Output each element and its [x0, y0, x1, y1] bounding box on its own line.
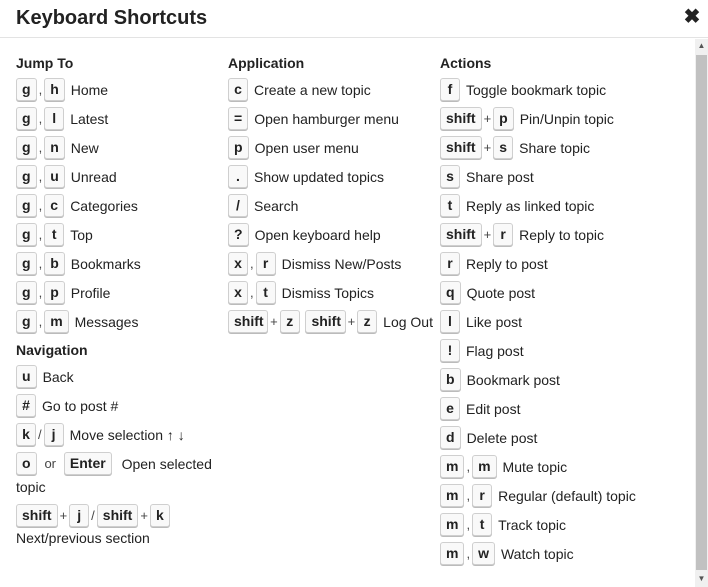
- key-m: m: [440, 484, 464, 507]
- key-g: g: [16, 194, 37, 217]
- key-separator: ,: [38, 169, 43, 184]
- vertical-scrollbar[interactable]: [695, 39, 708, 587]
- key-separator: ,: [38, 285, 43, 300]
- shortcut-label: Toggle bookmark topic: [466, 81, 607, 98]
- shortcut-label: Latest: [70, 110, 109, 127]
- key-x: x: [228, 281, 248, 304]
- key-separator: +: [59, 507, 68, 523]
- dialog-header: [0, 0, 708, 38]
- key-symbol: =: [228, 107, 248, 130]
- key-g: g: [16, 107, 37, 130]
- shortcut-bookmark-post: [440, 365, 690, 394]
- shortcut-label: Categories: [70, 197, 138, 214]
- shortcut-messages: [16, 307, 221, 336]
- shortcut-label: Back: [42, 368, 74, 385]
- shortcut-dismiss-new: [228, 249, 433, 278]
- shortcut-back: [16, 362, 221, 391]
- shortcut-label: Move selection ↑ ↓: [69, 426, 185, 443]
- key-l: l: [440, 310, 460, 333]
- key-z: z: [280, 310, 300, 333]
- key-r: r: [493, 223, 513, 246]
- shortcut-categories: [16, 191, 221, 220]
- jump-to-column: [16, 51, 221, 549]
- shortcut-label: Bookmark post: [466, 371, 560, 388]
- key-separator: +: [140, 507, 148, 523]
- key-w: w: [472, 542, 495, 565]
- shortcut-latest: [16, 104, 221, 133]
- shortcut-label: Edit post: [466, 400, 521, 417]
- close-icon[interactable]: ✖: [683, 6, 701, 28]
- key-x: x: [228, 252, 248, 275]
- shortcut-home: [16, 75, 221, 104]
- shortcut-next-previous-section: [16, 498, 221, 549]
- key-g: g: [16, 310, 37, 333]
- key-separator: ,: [38, 82, 43, 97]
- key-e: e: [440, 397, 460, 420]
- shortcut-unread: [16, 162, 221, 191]
- shortcut-label: Reply as linked topic: [466, 197, 595, 214]
- shortcut-open-keyboard-help: [228, 220, 433, 249]
- shortcut-profile: [16, 278, 221, 307]
- jump-to-heading: Jump To: [16, 55, 74, 71]
- shortcut-regular-default-topic: [440, 481, 690, 510]
- key-separator: ,: [250, 256, 254, 271]
- shortcut-go-to-post: [16, 391, 221, 420]
- key-b: b: [44, 252, 65, 275]
- shortcut-log-out: [228, 307, 433, 336]
- key-separator: /: [91, 507, 95, 523]
- shortcut-label: Open hamburger menu: [254, 110, 399, 127]
- key-j: j: [44, 423, 64, 446]
- actions-heading: Actions: [440, 55, 492, 71]
- dialog-title: Keyboard Shortcuts: [16, 7, 208, 29]
- key-t: t: [440, 194, 460, 217]
- shortcut-label: Share post: [466, 168, 534, 185]
- application-heading: Application: [228, 55, 305, 71]
- shortcut-bookmarks: [16, 249, 221, 278]
- key-shift: shift: [16, 504, 58, 527]
- shortcut-like-post: [440, 307, 690, 336]
- key-p: p: [228, 136, 249, 159]
- key-u: u: [16, 365, 37, 388]
- shortcut-label: Show updated topics: [254, 168, 384, 185]
- shortcut-label: Share topic: [519, 139, 590, 156]
- key-shift: shift: [440, 136, 482, 159]
- shortcut-label: Watch topic: [500, 545, 574, 562]
- key-separator: +: [270, 314, 278, 329]
- application-column: [228, 51, 433, 336]
- shortcut-label: Pin/Unpin topic: [519, 110, 614, 127]
- key-l: l: [44, 107, 64, 130]
- key-symbol: ?: [228, 223, 249, 246]
- shortcut-pin-unpin-topic: [440, 104, 690, 133]
- shortcut-label: Log Out: [383, 313, 433, 330]
- shortcut-new: [16, 133, 221, 162]
- key-b: b: [440, 368, 461, 391]
- key-k: k: [16, 423, 36, 446]
- key-hash: #: [16, 394, 36, 417]
- shortcut-delete-post: [440, 423, 690, 452]
- shortcut-dismiss-topics: [228, 278, 433, 307]
- key-g: g: [16, 165, 37, 188]
- scroll-down-arrow-icon[interactable]: ▼: [697, 574, 706, 583]
- key-h: h: [44, 78, 65, 101]
- shortcut-label: Like post: [466, 313, 523, 330]
- shortcut-label: Open keyboard help: [254, 226, 381, 243]
- scrollbar-thumb[interactable]: [696, 55, 707, 570]
- key-p: p: [493, 107, 514, 130]
- shortcut-label: Messages: [74, 313, 139, 330]
- shortcut-label: Open user menu: [254, 139, 359, 156]
- key-s: s: [493, 136, 513, 159]
- key-r: r: [472, 484, 492, 507]
- key-shift: shift: [228, 310, 268, 333]
- shortcut-share-post: [440, 162, 690, 191]
- key-separator: ,: [250, 285, 254, 300]
- key-f: f: [440, 78, 460, 101]
- shortcut-label: Top: [70, 226, 93, 243]
- shortcut-label: Create a new topic: [254, 81, 371, 98]
- key-m: m: [440, 542, 464, 565]
- shortcut-label: New: [70, 139, 99, 156]
- key-separator: +: [483, 227, 492, 242]
- key-t: t: [472, 513, 492, 536]
- shortcut-label: Profile: [70, 284, 111, 301]
- navigation-heading: Navigation: [16, 342, 88, 358]
- key-c: c: [44, 194, 64, 217]
- shortcut-share-topic: [440, 133, 690, 162]
- shortcut-flag-post: [440, 336, 690, 365]
- key-m: m: [440, 513, 464, 536]
- actions-column: [440, 51, 690, 568]
- shortcut-label: Regular (default) topic: [498, 487, 636, 504]
- key-separator: /: [38, 427, 42, 442]
- key-r: r: [256, 252, 276, 275]
- key-g: g: [16, 223, 37, 246]
- key-c: c: [228, 78, 248, 101]
- key-g: g: [16, 78, 37, 101]
- key-n: n: [44, 136, 65, 159]
- shortcut-label: Unread: [70, 168, 117, 185]
- key-o: o: [16, 452, 37, 475]
- shortcut-reply-to-topic: [440, 220, 690, 249]
- shortcut-watch-topic: [440, 539, 690, 568]
- shortcut-move-selection: [16, 420, 221, 449]
- shortcut-label: Dismiss New/Posts: [281, 255, 402, 272]
- key-m: m: [440, 455, 464, 478]
- key-separator: or: [44, 456, 57, 471]
- shortcut-reply-as-linked-topic: [440, 191, 690, 220]
- key-p: p: [44, 281, 65, 304]
- key-separator: +: [483, 111, 492, 126]
- key-symbol: /: [228, 194, 248, 217]
- key-separator: ,: [38, 111, 43, 126]
- key-g: g: [16, 136, 37, 159]
- key-symbol: .: [228, 165, 248, 188]
- shortcut-label: Quote post: [466, 284, 536, 301]
- key-separator: ,: [466, 488, 471, 503]
- shortcut-reply-to-post: [440, 249, 690, 278]
- scroll-up-arrow-icon[interactable]: ▲: [697, 41, 706, 50]
- shortcut-label: Delete post: [466, 429, 538, 446]
- key-t: t: [44, 223, 64, 246]
- key-symbol: !: [440, 339, 460, 362]
- shortcut-label: Track topic: [498, 516, 567, 533]
- shortcut-label: Dismiss Topics: [281, 284, 374, 301]
- key-shift: shift: [440, 107, 482, 130]
- shortcut-edit-post: [440, 394, 690, 423]
- application-list: [228, 75, 433, 249]
- key-separator: ,: [38, 256, 43, 271]
- actions-list: [440, 75, 690, 568]
- shortcut-label: Reply to post: [466, 255, 548, 272]
- shortcut-label: Open selected topic: [16, 455, 212, 495]
- shortcut-label: Next/previous section: [16, 529, 150, 546]
- shortcut-open-user-menu: [228, 133, 433, 162]
- key-shift: shift: [97, 504, 139, 527]
- key-separator: +: [483, 140, 492, 155]
- key-separator: ,: [466, 459, 471, 474]
- shortcut-track-topic: [440, 510, 690, 539]
- key-separator: ,: [38, 227, 43, 242]
- key-shift: shift: [440, 223, 482, 246]
- shortcut-quote-post: [440, 278, 690, 307]
- shortcut-label: Bookmarks: [70, 255, 141, 272]
- shortcut-open-hamburger-menu: [228, 104, 433, 133]
- shortcut-show-updated-topics: [228, 162, 433, 191]
- key-separator: ,: [38, 314, 43, 329]
- key-m: m: [44, 310, 68, 333]
- key-shift: shift: [305, 310, 345, 333]
- key-g: g: [16, 252, 37, 275]
- shortcut-label: Flag post: [466, 342, 524, 359]
- shortcut-label: Search: [254, 197, 299, 214]
- key-d: d: [440, 426, 461, 449]
- key-z: z: [357, 310, 377, 333]
- key-r: r: [440, 252, 460, 275]
- key-k: k: [150, 504, 170, 527]
- key-separator: ,: [38, 140, 43, 155]
- key-m: m: [472, 455, 496, 478]
- shortcut-label: Go to post #: [42, 397, 119, 414]
- key-j: j: [69, 504, 89, 527]
- key-t: t: [256, 281, 276, 304]
- shortcut-mute-topic: [440, 452, 690, 481]
- key-g: g: [16, 281, 37, 304]
- key-separator: ,: [38, 198, 43, 213]
- shortcut-create-a-new-topic: [228, 75, 433, 104]
- key-separator: ,: [466, 546, 471, 561]
- shortcut-search: [228, 191, 433, 220]
- key-u: u: [44, 165, 65, 188]
- shortcut-toggle-bookmark-topic: [440, 75, 690, 104]
- key-q: q: [440, 281, 461, 304]
- key-enter: Enter: [64, 452, 112, 475]
- key-separator: ,: [466, 517, 471, 532]
- shortcut-label: Home: [70, 81, 109, 98]
- shortcut-open-selected: [16, 449, 221, 498]
- shortcut-label: Reply to topic: [519, 226, 604, 243]
- shortcut-top: [16, 220, 221, 249]
- key-s: s: [440, 165, 460, 188]
- shortcut-label: Mute topic: [502, 458, 568, 475]
- key-separator: +: [347, 314, 356, 329]
- jump-to-list: [16, 75, 221, 336]
